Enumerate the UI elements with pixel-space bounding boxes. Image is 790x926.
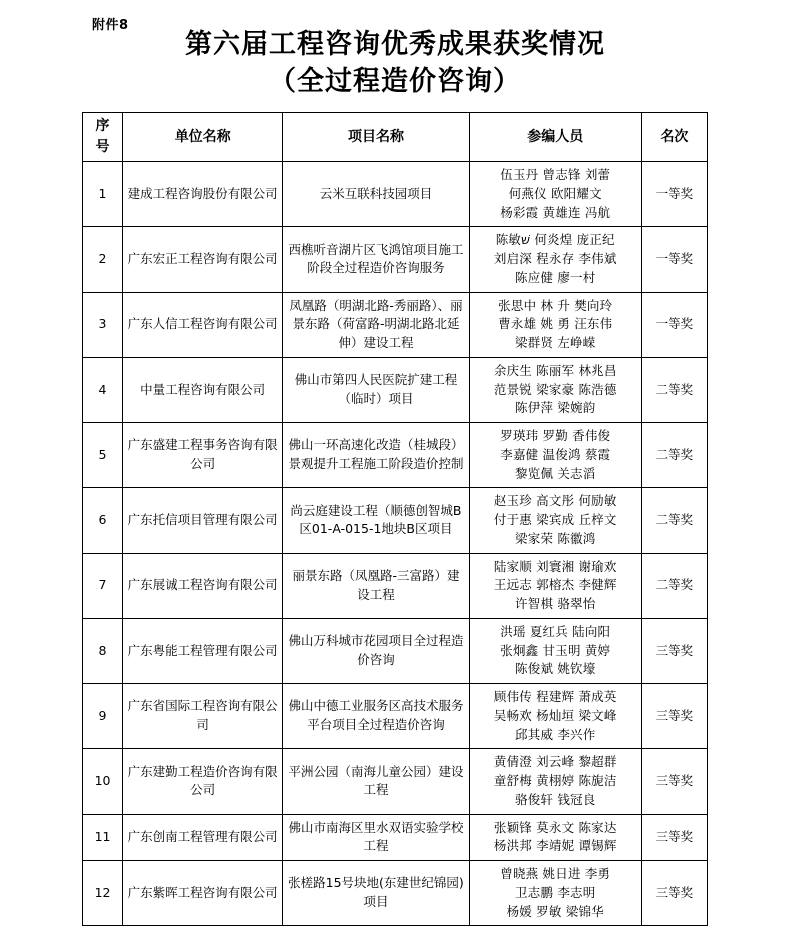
table-row [83,227,708,292]
cell-rank: 二等奖 [641,357,707,422]
cell-rank: 二等奖 [641,423,707,488]
cell-unit-name: 中量工程咨询有限公司 [123,357,283,422]
cell-index: 3 [83,292,123,357]
cell-participants: 赵玉珍 高文彤 何励敏 付于惠 梁宾成 丘梓文 梁家荣 陈徽鸿 [469,488,641,553]
attachment-label: 附件8 [92,18,129,33]
cell-index: 8 [83,618,123,683]
cell-rank: 三等奖 [641,749,707,814]
cell-participants: 黄倩澄 刘云峰 黎超群 童舒梅 黄栩婷 陈旎洁 骆俊轩 钱冠良 [469,749,641,814]
table-row [83,814,708,861]
table-header [83,113,708,162]
cell-rank: 三等奖 [641,684,707,749]
cell-unit-name: 广东人信工程咨询有限公司 [123,292,283,357]
cell-index: 2 [83,227,123,292]
cell-rank: 三等奖 [641,814,707,861]
cell-project-name: 西樵听音湖片区飞鸿馆项目施工阶段全过程造价咨询服务 [283,227,469,292]
cell-index: 6 [83,488,123,553]
cell-participants: 陈敏שׁ 何炎煌 庞正纪 刘启深 程永存 李伟斌 陈应健 廖一村 [469,227,641,292]
table-row [83,162,708,227]
table-row [83,423,708,488]
table-row [83,618,708,683]
cell-rank: 二等奖 [641,553,707,618]
cell-unit-name: 建成工程咨询股份有限公司 [123,162,283,227]
cell-rank: 一等奖 [641,227,707,292]
table-row [83,553,708,618]
cell-rank: 一等奖 [641,162,707,227]
cell-project-name: 平洲公园（南海儿童公园）建设工程 [283,749,469,814]
cell-project-name: 张槎路15号块地(东建世纪锦园)项目 [283,861,469,926]
column-header-project: 项目名称 [283,113,469,162]
award-table [82,112,708,926]
cell-unit-name: 广东创南工程管理有限公司 [123,814,283,861]
cell-index: 12 [83,861,123,926]
page-subtitle: （全过程造价咨询） [269,65,521,97]
cell-project-name: 尚云庭建设工程（顺德创智城B区01-A-015-1地块B区项目 [283,488,469,553]
cell-rank: 三等奖 [641,861,707,926]
cell-rank: 一等奖 [641,292,707,357]
cell-unit-name: 广东托信项目管理有限公司 [123,488,283,553]
table-row [83,488,708,553]
cell-index: 7 [83,553,123,618]
cell-project-name: 佛山中德工业服务区高技术服务平台项目全过程造价咨询 [283,684,469,749]
cell-participants: 洪瑶 夏红兵 陆向阳 张炯鑫 甘玉明 黄婷 陈俊斌 姚钦壕 [469,618,641,683]
cell-participants: 陆家顺 刘寰湘 谢瑜欢 王远志 郭榕杰 李健辉 许智棋 骆翠怡 [469,553,641,618]
cell-participants: 罗瑛玮 罗勤 香伟俊 李嘉健 温俊鸿 蔡霞 黎览佩 关志滔 [469,423,641,488]
column-header-unit: 单位名称 [123,113,283,162]
table-row [83,861,708,926]
cell-index: 1 [83,162,123,227]
cell-index: 4 [83,357,123,422]
cell-unit-name: 广东盛建工程事务咨询有限公司 [123,423,283,488]
cell-participants: 张颖锋 莫永文 陈家达 杨洪邦 李靖妮 谭锡辉 [469,814,641,861]
cell-participants: 顾伟传 程建辉 萧成英 吴畅欢 杨灿垣 梁文峰 邱其威 李兴作 [469,684,641,749]
cell-unit-name: 广东展诚工程咨询有限公司 [123,553,283,618]
page-title: 第六届工程咨询优秀成果获奖情况 [185,29,605,60]
cell-unit-name: 广东紫晖工程咨询有限公司 [123,861,283,926]
cell-project-name: 佛山市南海区里水双语实验学校工程 [283,814,469,861]
table-row [83,292,708,357]
cell-project-name: 佛山市第四人民医院扩建工程（临时）项目 [283,357,469,422]
cell-unit-name: 广东粤能工程管理有限公司 [123,618,283,683]
column-header-index: 序 号 [83,113,123,162]
cell-project-name: 云米互联科技园项目 [283,162,469,227]
table-header-row [83,113,708,162]
cell-project-name: 丽景东路（凤凰路-三富路）建设工程 [283,553,469,618]
award-table-wrapper [82,112,708,926]
table-row [83,684,708,749]
column-header-people: 参编人员 [469,113,641,162]
cell-index: 10 [83,749,123,814]
cell-unit-name: 广东宏正工程咨询有限公司 [123,227,283,292]
cell-unit-name: 广东省国际工程咨询有限公司 [123,684,283,749]
cell-project-name: 佛山万科城市花园项目全过程造价咨询 [283,618,469,683]
cell-participants: 余庆生 陈丽军 林兆昌 范景锐 梁家豪 陈浩德 陈伊萍 梁婉韵 [469,357,641,422]
table-body [83,162,708,926]
cell-project-name: 凤凰路（明湖北路-秀丽路）、丽景东路（荷富路-明湖北路北延伸）建设工程 [283,292,469,357]
table-row [83,357,708,422]
cell-participants: 曾晓燕 姚日进 李勇 卫志鹏 李志明 杨媛 罗敏 梁锦华 [469,861,641,926]
cell-participants: 张思中 林 升 樊向玲 曹永雄 姚 勇 汪东伟 梁群贤 左峥嵘 [469,292,641,357]
cell-index: 11 [83,814,123,861]
cell-index: 9 [83,684,123,749]
cell-rank: 二等奖 [641,488,707,553]
cell-index: 5 [83,423,123,488]
cell-participants: 伍玉丹 曾志锋 刘蕾 何燕仪 欧阳耀文 杨彩霞 黄雄连 冯航 [469,162,641,227]
cell-unit-name: 广东建勤工程造价咨询有限公司 [123,749,283,814]
cell-rank: 三等奖 [641,618,707,683]
cell-project-name: 佛山一环高速化改造（桂城段）景观提升工程施工阶段造价控制 [283,423,469,488]
table-row [83,749,708,814]
column-header-rank: 名次 [641,113,707,162]
